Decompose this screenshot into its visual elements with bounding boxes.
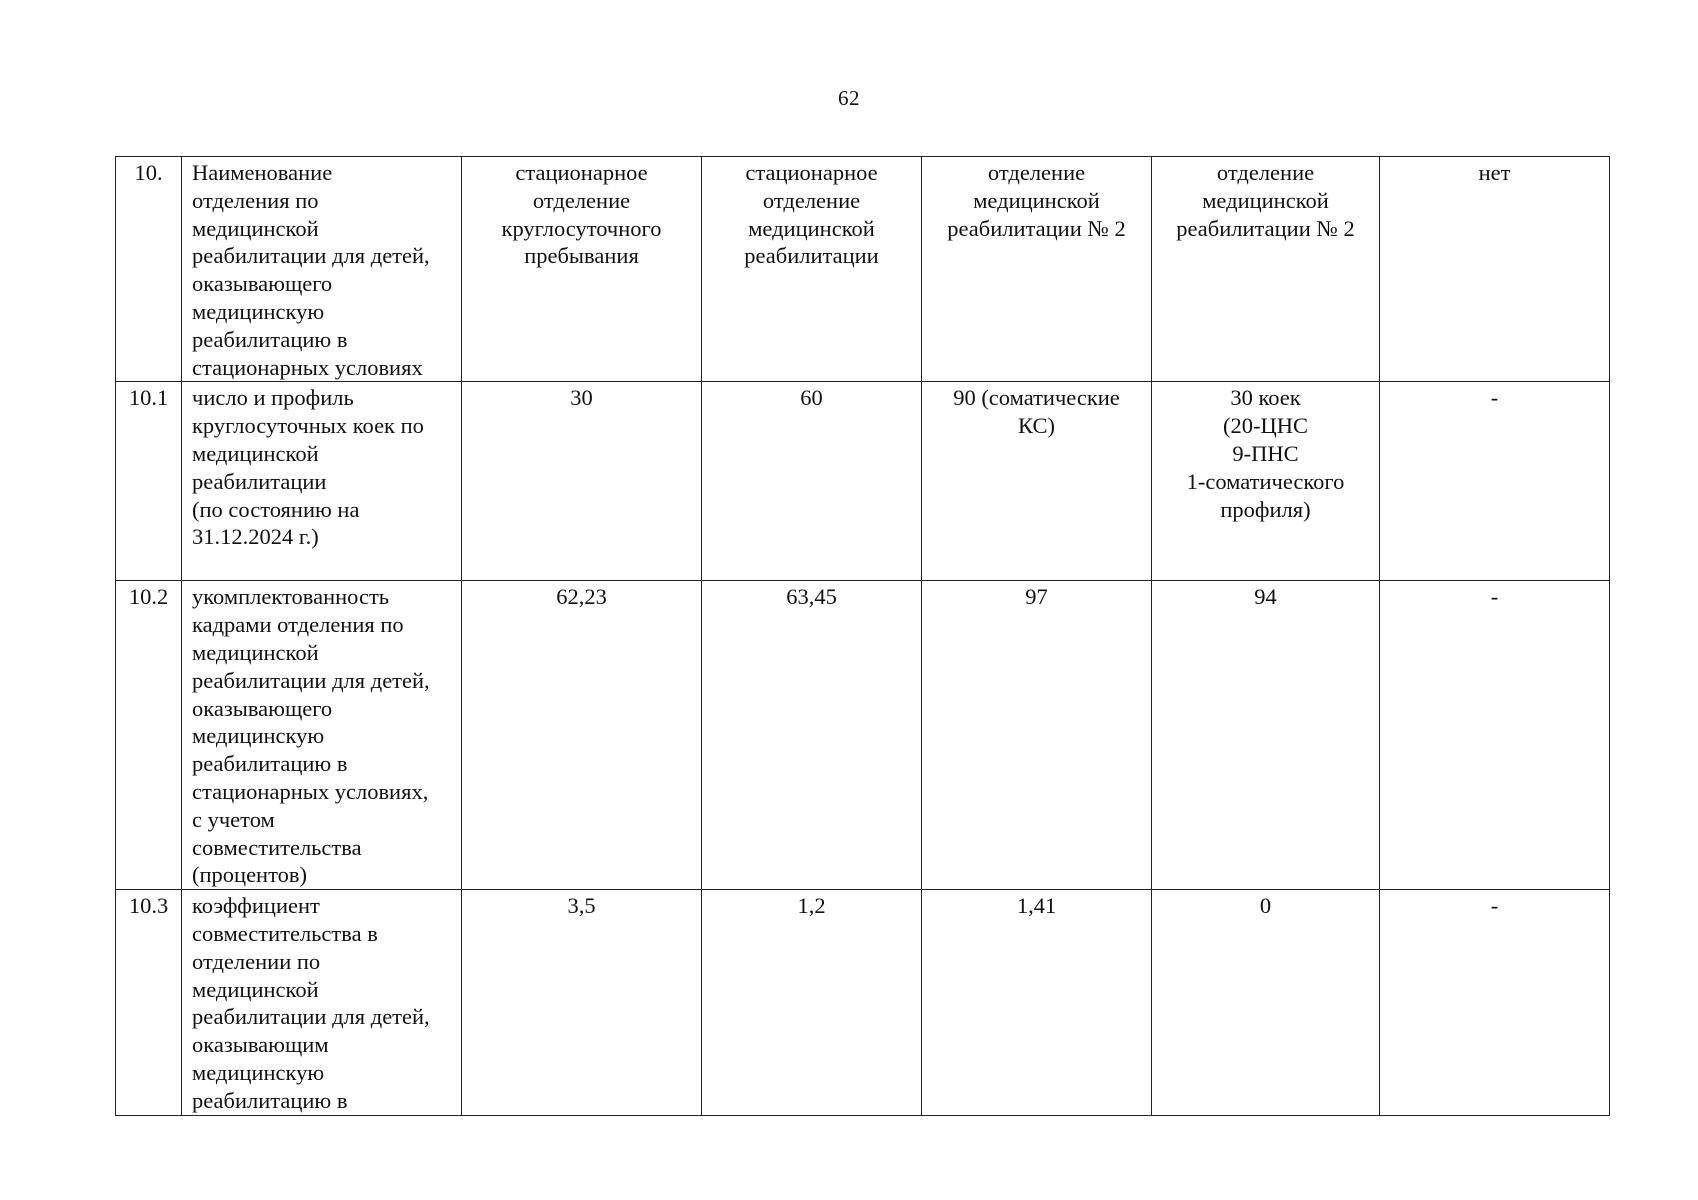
table-row [116, 382, 1610, 581]
table-cell: - [1380, 382, 1610, 581]
row-indicator-name: укомплектованность кадрами отделения по медицинской реабилитации для детей, оказывающего медицинскую реабилитацию в стационарных условиях, с учетом совместительства (процентов) [182, 581, 462, 890]
table-row [116, 157, 1610, 382]
table-cell: 97 [922, 581, 1152, 890]
row-indicator-name: Наименование отделения по медицинской реабилитации для детей, оказывающего медицинскую реабилитацию в стационарных условиях [182, 157, 462, 382]
table-cell: отделение медицинской реабилитации № 2 [922, 157, 1152, 382]
table-cell: стационарное отделение медицинской реабилитации [702, 157, 922, 382]
table-cell: 90 (соматические КС) [922, 382, 1152, 581]
table-row [116, 581, 1610, 890]
table-cell: 30 [462, 382, 702, 581]
table-cell: отделение медицинской реабилитации № 2 [1152, 157, 1380, 382]
table-cell: 60 [702, 382, 922, 581]
table-cell: 62,23 [462, 581, 702, 890]
row-indicator-name: коэффициент совместительства в отделении по медицинской реабилитации для детей, оказывающим медицинскую реабилитацию в [182, 890, 462, 1115]
table-cell: нет [1380, 157, 1610, 382]
row-number: 10.2 [116, 581, 182, 890]
table-cell: - [1380, 890, 1610, 1115]
table-cell: 63,45 [702, 581, 922, 890]
page-number: 62 [838, 86, 860, 110]
row-number: 10.1 [116, 382, 182, 581]
table-cell: стационарное отделение круглосуточного пребывания [462, 157, 702, 382]
table-cell: - [1380, 581, 1610, 890]
row-number: 10. [116, 157, 182, 382]
table-row [116, 890, 1610, 1115]
table-cell: 94 [1152, 581, 1380, 890]
table-cell: 1,2 [702, 890, 922, 1115]
row-indicator-name: число и профиль круглосуточных коек по медицинской реабилитации (по состоянию на 31.12.2024 г.) [182, 382, 462, 581]
table-cell: 30 коек (20-ЦНС 9-ПНС 1-соматического профиля) [1152, 382, 1380, 581]
table-cell: 3,5 [462, 890, 702, 1115]
table-cell: 1,41 [922, 890, 1152, 1115]
row-number: 10.3 [116, 890, 182, 1115]
table-cell: 0 [1152, 890, 1380, 1115]
indicators-table [115, 156, 1610, 1116]
